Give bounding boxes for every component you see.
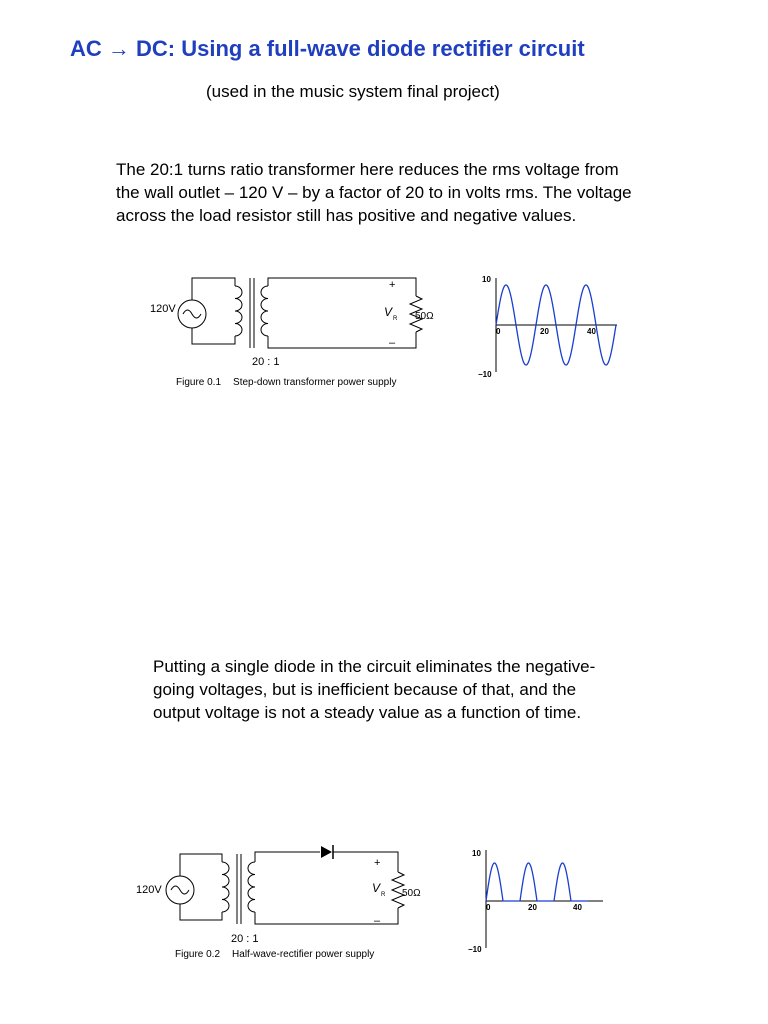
paragraph-line: the wall outlet – 120 V – by a factor of 20 to in volts rms. The voltage — [116, 183, 632, 202]
diode-icon — [321, 845, 333, 859]
vr-label: V — [372, 881, 381, 895]
source-voltage-label: 120V — [150, 303, 176, 315]
paragraph-transformer — [116, 158, 632, 227]
x-tick-20: 20 — [540, 327, 549, 336]
figure-half-wave-rectifier-circuit — [130, 840, 440, 948]
source-voltage-label: 120V — [136, 884, 162, 896]
resistance-label: 50Ω — [415, 311, 434, 322]
figure-caption — [176, 377, 396, 388]
x-tick-40: 40 — [573, 903, 582, 912]
turns-ratio-label: 20 : 1 — [252, 356, 280, 368]
resistance-label: 50Ω — [402, 888, 421, 899]
figure-step-down-transformer-circuit — [140, 268, 450, 374]
figure-number: Figure 0.2 — [175, 949, 221, 960]
paragraph-line: going voltages, but is inefficient because of that, and the — [153, 680, 577, 699]
page-title: AC → DC: Using a full-wave diode rectifier circuit — [70, 36, 585, 61]
x-tick-40: 40 — [587, 327, 596, 336]
minus-label: – — [374, 915, 381, 927]
plus-label: + — [374, 857, 381, 869]
x-tick-0: 0 — [496, 327, 501, 336]
secondary-coil-icon — [248, 862, 255, 912]
half-wave-plot — [466, 846, 616, 956]
vr-subscript: R — [393, 316, 398, 322]
secondary-coil-icon — [261, 286, 268, 336]
paragraph-line: Putting a single diode in the circuit eliminates the negative- — [153, 657, 596, 676]
primary-coil-icon — [222, 862, 229, 912]
plus-label: + — [389, 279, 396, 291]
paragraph-single-diode — [153, 655, 595, 724]
y-max-label: 10 — [472, 849, 481, 858]
y-min-label: −10 — [468, 945, 482, 954]
figure-caption-text: Step-down transformer power supply — [233, 377, 397, 388]
minus-label: – — [389, 337, 396, 349]
half-wave-trace — [486, 863, 588, 901]
primary-coil-icon — [235, 286, 242, 336]
figure-number: Figure 0.1 — [176, 377, 222, 388]
x-tick-20: 20 — [528, 903, 537, 912]
paragraph-line: The 20:1 turns ratio transformer here reduces the rms voltage from — [116, 160, 619, 179]
figure-caption-text: Half-wave-rectifier power supply — [232, 949, 375, 960]
x-tick-0: 0 — [486, 903, 491, 912]
figure-caption — [175, 949, 374, 960]
vr-subscript: R — [381, 892, 386, 898]
paragraph-line: output voltage is not a steady value as a function of time. — [153, 703, 582, 722]
paragraph-line: across the load resistor still has positive and negative values. — [116, 206, 577, 225]
page-subtitle: (used in the music system final project) — [206, 82, 500, 101]
sine-wave-plot — [476, 272, 626, 382]
vr-label: V — [384, 305, 393, 319]
turns-ratio-label: 20 : 1 — [231, 933, 259, 945]
y-min-label: −10 — [478, 370, 492, 379]
y-max-label: 10 — [482, 275, 491, 284]
